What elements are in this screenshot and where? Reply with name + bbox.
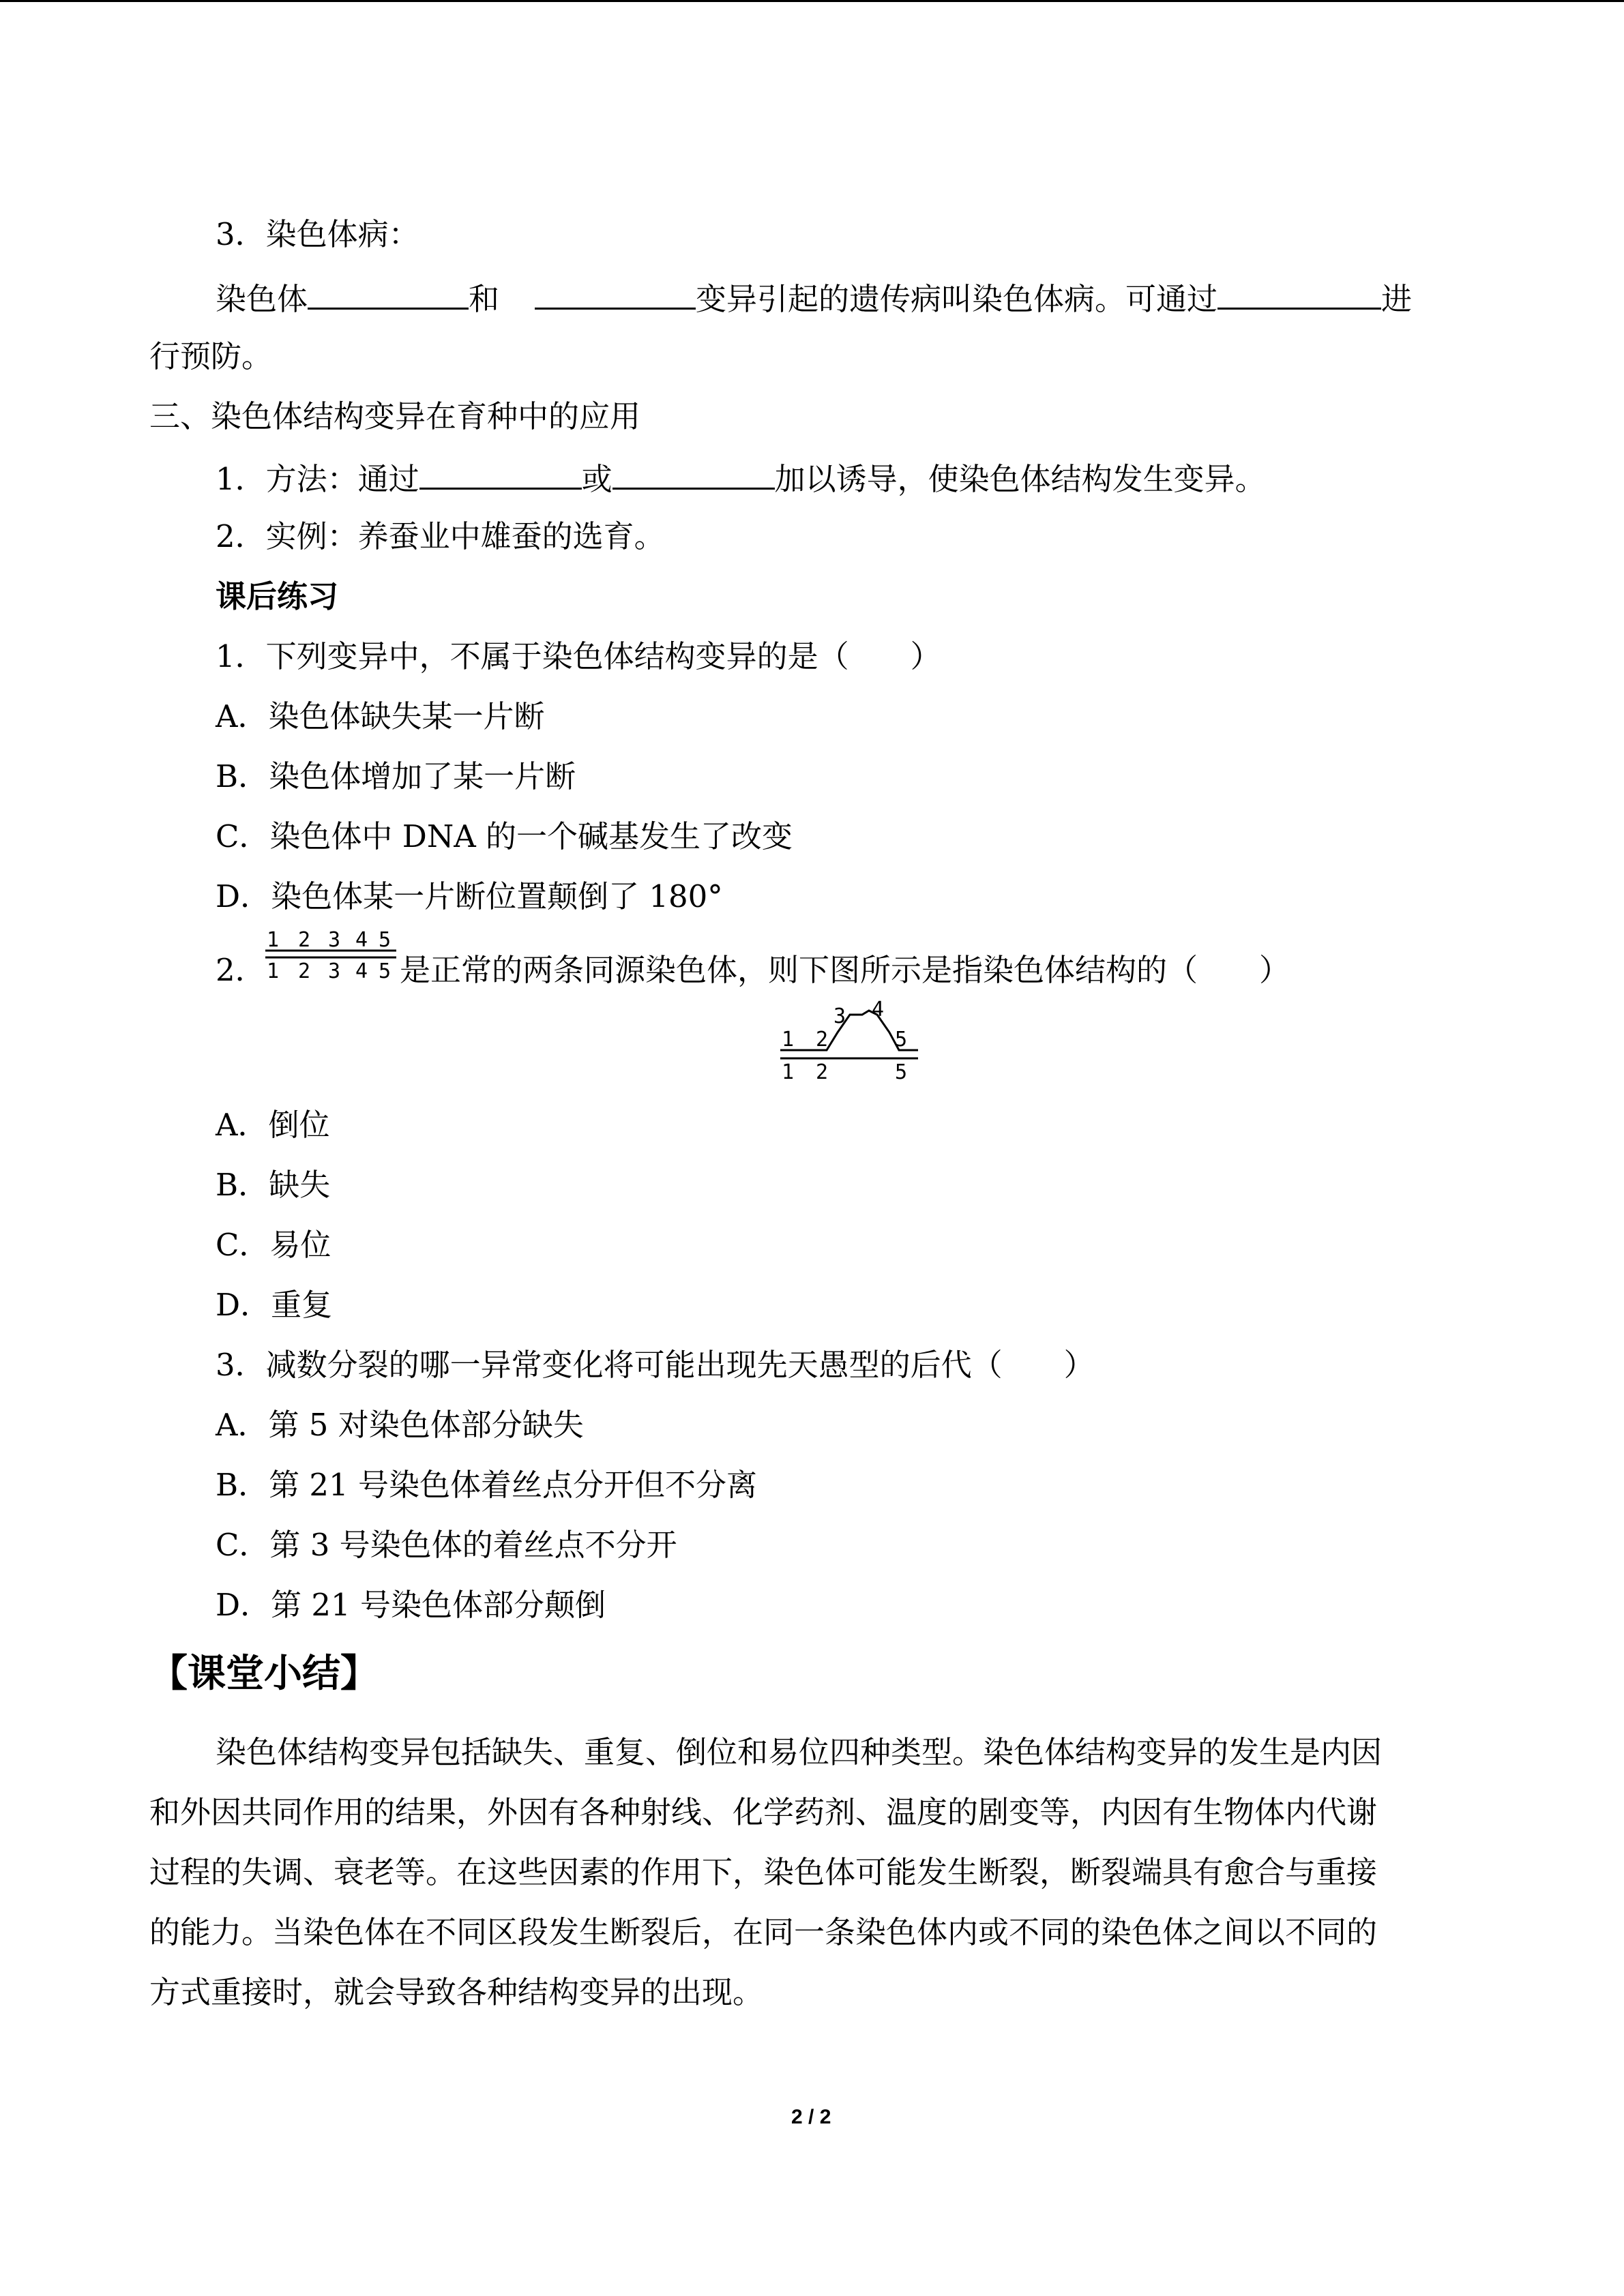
q2-option-d: D．重复	[216, 1287, 333, 1323]
summary-line-5: 方式重接时，就会导致各种结构变异的出现。	[149, 1974, 764, 2010]
fill-blank-3[interactable]	[1217, 276, 1381, 310]
summary-line-1: 染色体结构变异包括缺失、重复、倒位和易位四种类型。染色体结构变异的发生是内因	[216, 1734, 1383, 1770]
q1-option-d: D．染色体某一片断位置颠倒了 180°	[216, 878, 723, 914]
q1-option-b: B．染色体增加了某一片断	[216, 758, 576, 794]
q1-option-c: C．染色体中 DNA 的一个碱基发生了改变	[216, 818, 793, 854]
section3-fill-line	[216, 276, 1412, 320]
method-blank-2[interactable]	[612, 456, 775, 490]
q3-option-c: C．第 3 号染色体的着丝点不分开	[216, 1527, 677, 1563]
q2-option-c: C．易位	[216, 1227, 331, 1263]
upper-label-4: 4	[355, 928, 368, 952]
lower-label-1: 1	[267, 959, 280, 983]
q2-option-b: B．缺失	[216, 1167, 331, 1203]
lower-label-4: 4	[355, 959, 368, 983]
method-line	[216, 456, 1266, 500]
fill-text-3: 变异引起的遗传病叫染色体病。可通过	[696, 281, 1218, 317]
fill-text-1: 染色体	[216, 281, 308, 317]
summary-heading: 【课堂小结】	[149, 1652, 379, 1696]
lower-label-2: 2	[298, 959, 311, 983]
lower-label-5: 5	[895, 1060, 908, 1084]
lower-label-3: 3	[328, 959, 341, 983]
top-border-line	[0, 0, 1624, 2]
loop-label-3: 3	[833, 1004, 846, 1028]
example-line: 2．实例：养蚕业中雄蚕的选育。	[216, 518, 665, 554]
upper-label-1: 1	[782, 1028, 795, 1052]
fill-blank-2[interactable]	[535, 276, 696, 310]
lower-label-5: 5	[379, 959, 392, 983]
summary-line-3: 过程的失调、衰老等。在这些因素的作用下，染色体可能发生断裂，断裂端具有愈合与重接	[149, 1854, 1378, 1890]
q1-stem: 1．下列变异中，不属于染色体结构变异的是（ ）	[216, 638, 941, 674]
fill-blank-1[interactable]	[308, 276, 469, 310]
part-three-heading: 三、染色体结构变异在育种中的应用	[149, 398, 641, 434]
deletion-chromosome-figure	[778, 1000, 921, 1087]
upper-label-2: 2	[816, 1028, 829, 1052]
q3-option-d: D．第 21 号染色体部分颠倒	[216, 1587, 606, 1623]
page-number: 2 / 2	[791, 2106, 831, 2128]
upper-label-1: 1	[267, 928, 280, 952]
loop-label-4: 4	[872, 1000, 885, 1022]
lower-label-1: 1	[782, 1060, 795, 1084]
method-text-3: 加以诱导，使染色体结构发生变异。	[774, 461, 1266, 497]
upper-label-3: 3	[328, 928, 341, 952]
q3-option-a: A．第 5 对染色体部分缺失	[216, 1407, 584, 1443]
upper-label-5: 5	[895, 1028, 908, 1052]
fill-text-2: 和	[469, 281, 500, 317]
q2-stem: 是正常的两条同源染色体，则下图所示是指染色体结构的（ ）	[400, 952, 1290, 988]
section3-continuation: 行预防。	[149, 338, 273, 374]
summary-line-4: 的能力。当染色体在不同区段发生断裂后，在同一条染色体内或不同的染色体之间以不同的	[149, 1914, 1378, 1950]
section3-title: 3．染色体病：	[216, 216, 419, 252]
upper-label-5: 5	[379, 928, 392, 952]
q1-option-a: A．染色体缺失某一片断	[216, 698, 545, 734]
normal-chromosome-figure	[263, 926, 399, 983]
lower-label-2: 2	[816, 1060, 829, 1084]
q3-stem: 3．减数分裂的哪一异常变化将可能出现先天愚型的后代（ ）	[216, 1347, 1095, 1383]
method-text-2: 或	[581, 461, 612, 497]
practice-heading: 课后练习	[216, 578, 339, 614]
q2-number: 2．	[216, 952, 266, 988]
method-blank-1[interactable]	[419, 456, 582, 490]
fill-text-4: 进	[1381, 281, 1413, 317]
q3-option-b: B．第 21 号染色体着丝点分开但不分离	[216, 1467, 757, 1503]
method-text-1: 1．方法：通过	[216, 461, 419, 497]
q2-option-a: A．倒位	[216, 1107, 330, 1143]
upper-label-2: 2	[298, 928, 311, 952]
summary-line-2: 和外因共同作用的结果，外因有各种射线、化学药剂、温度的剧变等，内因有生物体内代谢	[149, 1794, 1378, 1830]
